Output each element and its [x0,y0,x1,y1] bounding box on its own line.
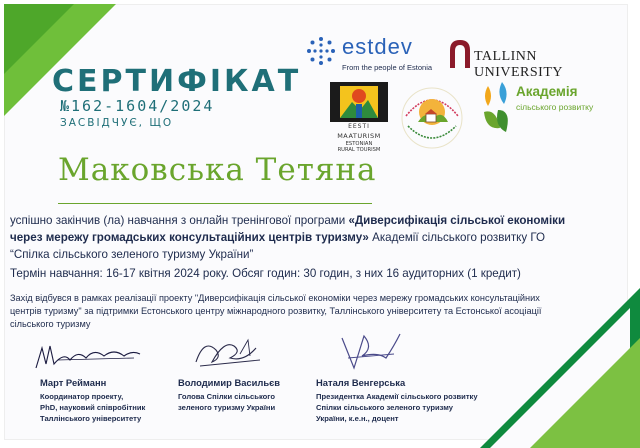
estdev-logo [306,34,446,78]
signatory-1-role-line1: Координатор проекту, [40,392,124,401]
signature-vasyliev-image [190,332,270,374]
signatory-2-role-line1: Голова Спілки сільського [178,392,275,401]
estonian-rural-line4: RURAL TOURISM [337,147,381,153]
estdev-dots-icon [306,36,336,66]
signatory-1-role-line2: PhD, науковий співробітник [40,403,146,412]
tallinn-university-name: TALLINN UNIVERSITY [474,49,563,80]
signatory-2-name: Володимир Васильєв [178,377,281,388]
signatory-3-role-line2: Спілки сільського зеленого туризму [316,403,453,412]
signatory-3-name: Наталя Венгерська [316,377,406,388]
statement-prefix: успішно закінчив (ла) навчання з онлайн тренінгової програми [10,214,349,227]
signatory-1-role-line3: Таллінського університету [40,414,142,423]
certifies-label: ЗАСВІДЧУЄ, ЩО [60,117,174,129]
tallinn-university-logo [448,38,628,80]
rural-development-academy-logo [478,80,628,142]
tallinn-arch-icon [448,38,472,70]
estonian-rural-tourism-logo [330,82,390,154]
completion-statement [10,212,570,263]
training-term: Термін навчання: 16-17 квітня 2024 року. Обсяг годин: 30 годин, з них 16 аудиторних (1 кредит) [10,267,521,280]
signature-vengerska-image [334,328,410,374]
project-note: Захід відбувся в рамках реалізації проекту "Диверсифікація сільської економіки через мережу громадських консультаційних центрів туризму" за підтримки Естонського центру міжнародного розвитку, Таллінського університету та Естонської асоціації сільського туризму [10,293,542,329]
signature-reimann-image [34,338,144,374]
program-title: «Диверсифікація сільської економіки через мережу громадських консультаційних центрів туризму» [10,214,566,244]
signatory-2-role-line2: зеленого туризму України [178,403,276,412]
statement-suffix: Академії сільського розвитку ГО “Спілка сільського зеленого туризму України” [10,231,546,261]
estdev-tagline: From the people of Estonia [342,63,433,72]
signatory-1-name: Март Рейманн [40,377,107,388]
signatory-3-role-line3: України, к.е.н., доцент [316,414,399,423]
recipient-name: Маковська Тетяна [58,152,377,188]
certificate-number: №162-1604/2024 [60,97,215,115]
leaf-drops-icon [478,80,514,142]
estonian-rural-line3: ESTONIAN [345,141,373,147]
estonian-rural-line2: MAATURISM [337,132,381,140]
estonian-rural-tourism-icon [330,82,388,122]
recipient-underline [58,203,372,204]
bottom-right-light-green-corner [530,338,640,448]
estonian-rural-line1: EESTI [348,123,370,130]
estdev-name: estdev [342,34,413,59]
academy-name: Академія [516,84,578,99]
signatory-3-role-line1: Президентка Академії сільського розвитку [316,392,478,401]
certificate-title: СЕРТИФІКАТ [52,64,302,99]
estonian-rural-tourism-emblem [330,82,388,122]
academy-subtitle: сільського розвитку [516,102,594,112]
rural-green-tourism-ukraine-icon [396,82,468,154]
